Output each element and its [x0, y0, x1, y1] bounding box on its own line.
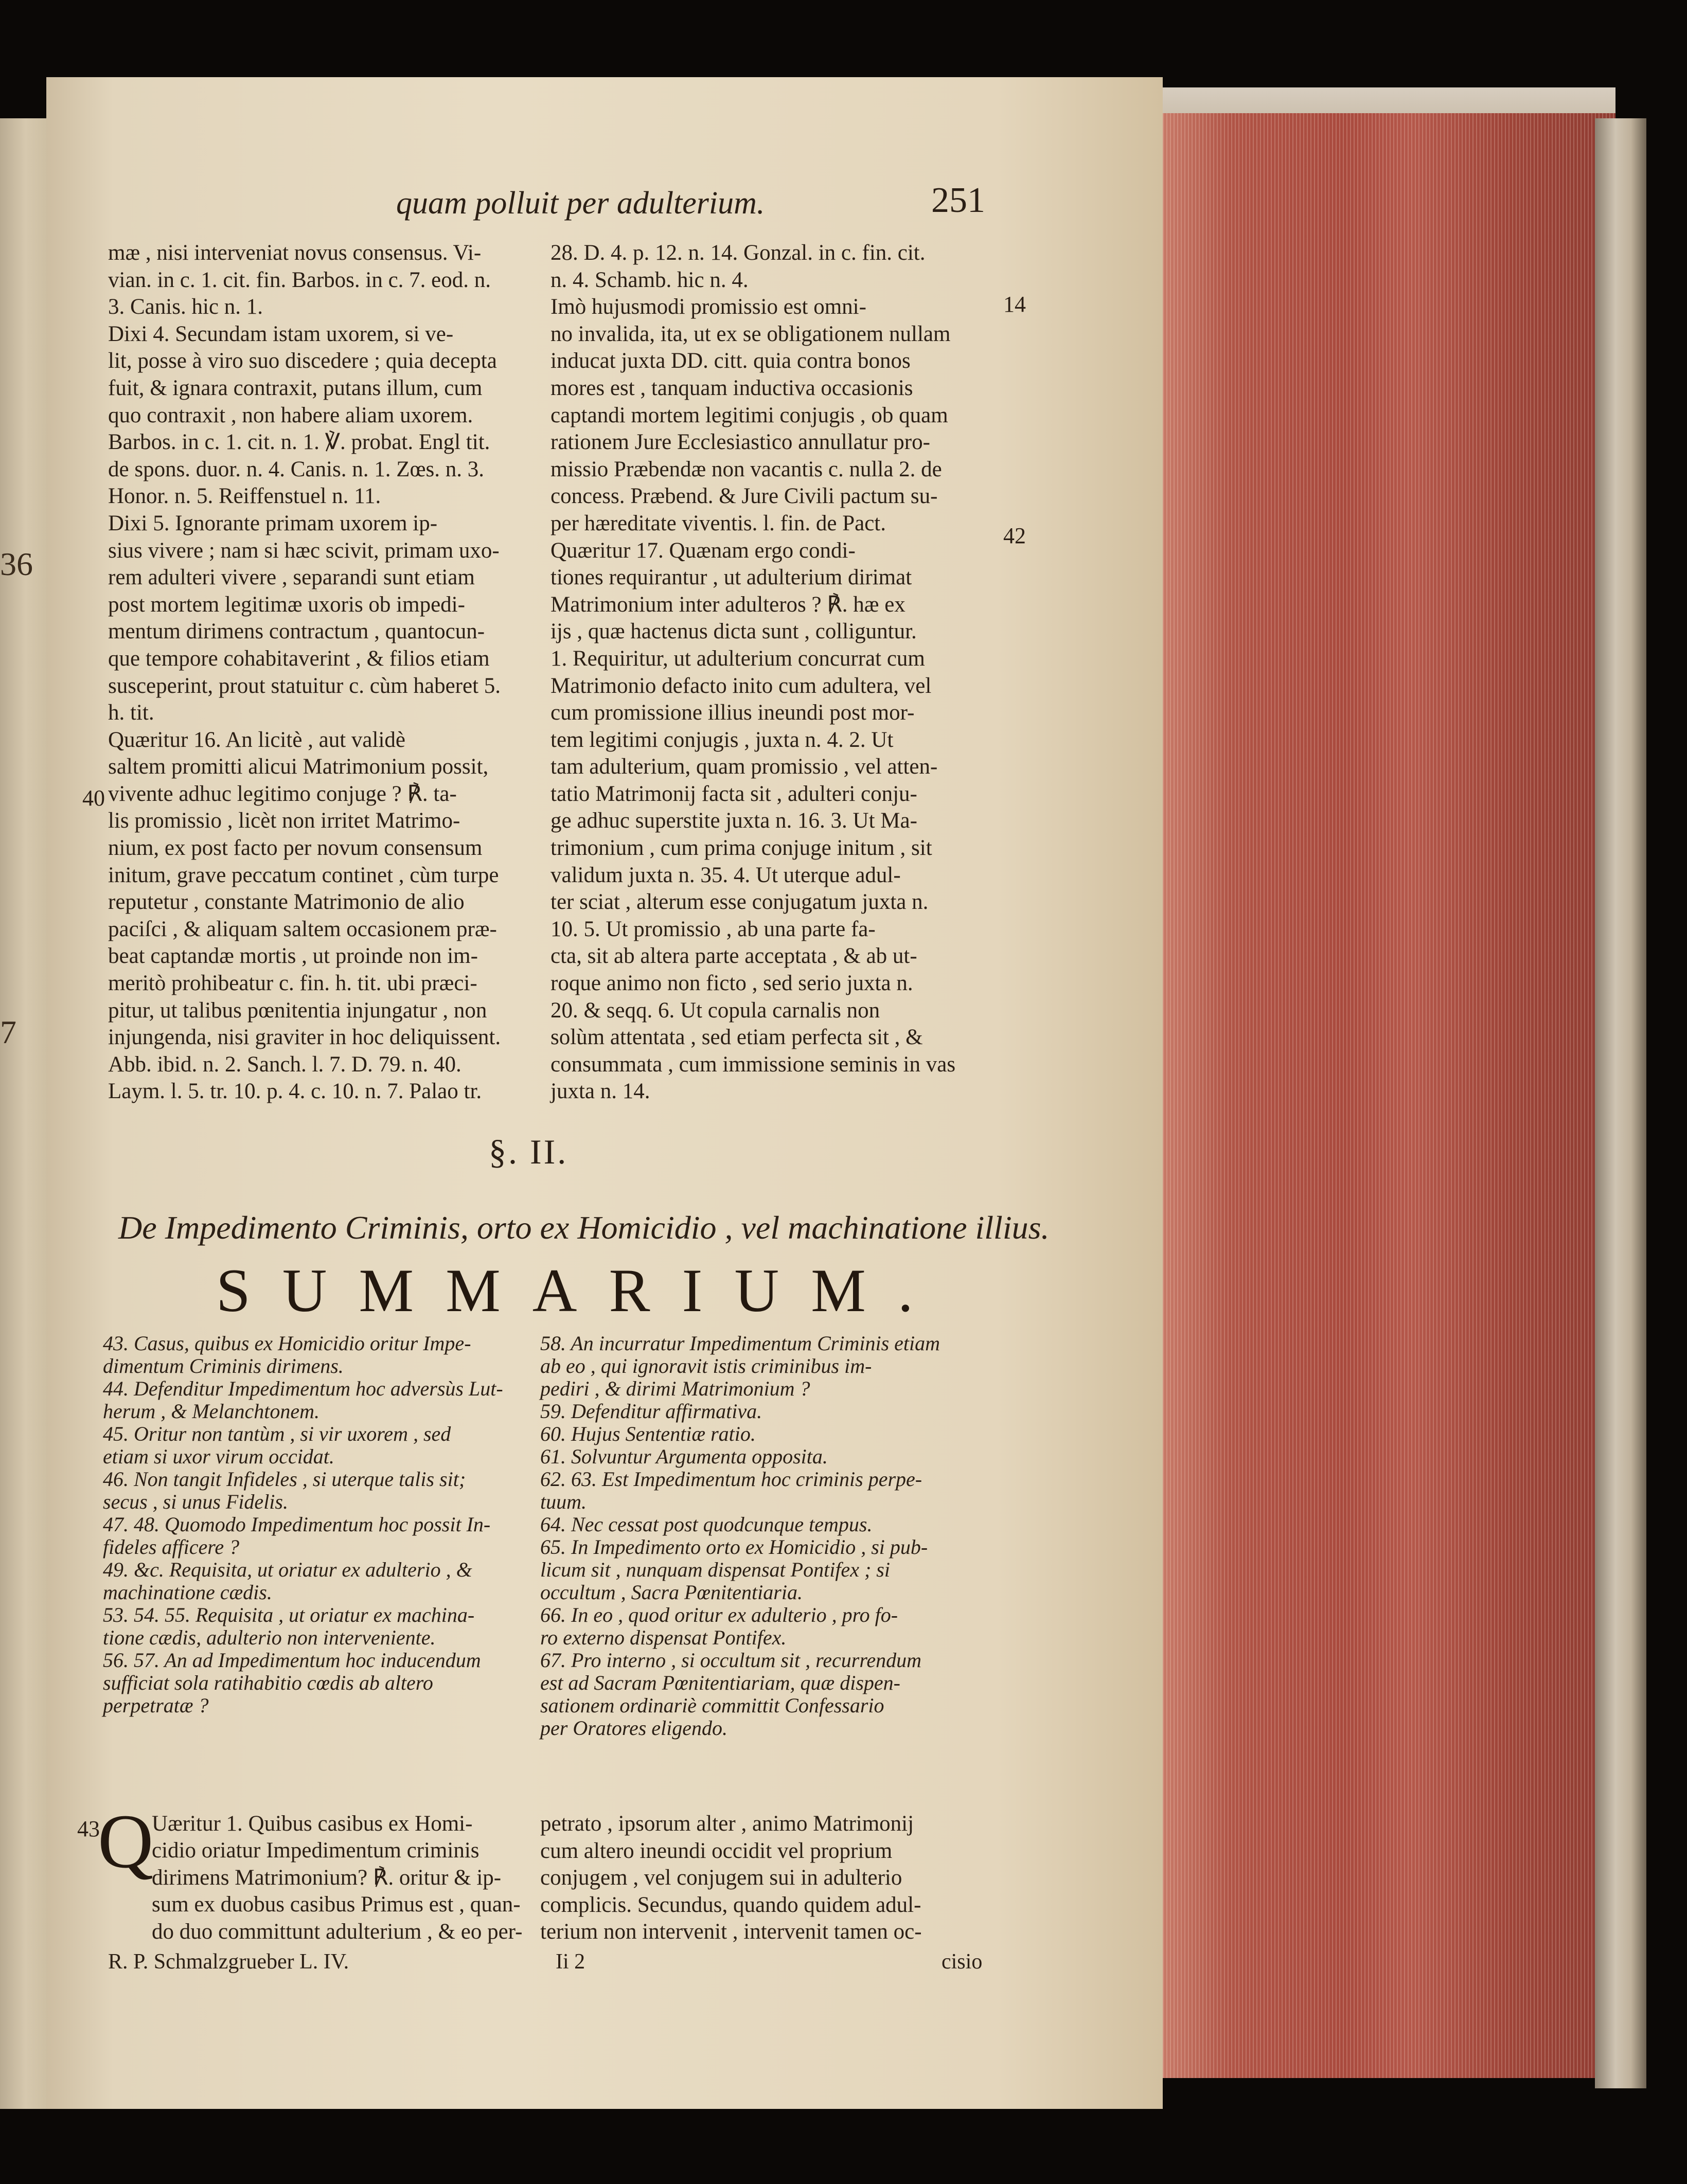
text-line: 28. D. 4. p. 12. n. 14. Gonzal. in c. fin. cit.	[551, 241, 926, 265]
summary-line: 67. Pro interno , si occultum sit , recurrendum	[540, 1649, 922, 1672]
summary-line: 46. Non tangit Infideles , si uterque talis sit;	[103, 1467, 466, 1491]
text-line: Honor. n. 5. Reiffenstuel n. 11.	[108, 484, 381, 509]
footer-author: R. P. Schmalzgrueber L. IV.	[108, 1950, 349, 1974]
summary-line: tuum.	[540, 1490, 587, 1513]
summary-line: 58. An incurratur Impedimentum Criminis etiam	[540, 1332, 940, 1355]
text-line: meritò prohibeatur c. fin. h. tit. ubi præci-	[108, 971, 477, 996]
text-line: h. tit.	[108, 701, 154, 725]
summary-line: 43. Casus, quibus ex Homicidio oritur Impe-	[103, 1332, 471, 1355]
text-line: Uæritur 1. Quibus casibus ex Homi-	[152, 1812, 473, 1836]
text-line: solùm attentata , sed etiam perfecta sit , &	[551, 1025, 923, 1050]
text-line: susceperint, prout statuitur c. cùm haberet 5.	[108, 673, 501, 698]
text-line: de spons. duor. n. 4. Canis. n. 1. Zœs. n. 3.	[108, 457, 484, 481]
text-line: fuit, & ignara contraxit, putans illum, cum	[108, 375, 483, 400]
text-line: dirimens Matrimonium? ℟. oritur & ip-	[152, 1865, 502, 1890]
text-line: terium non intervenit , intervenit tamen oc-	[540, 1920, 922, 1944]
text-line: Quæritur 17. Quænam ergo condi-	[551, 538, 856, 563]
summary-right-column	[540, 1332, 940, 1740]
facing-margin-number: 36	[0, 546, 33, 582]
text-line: petrato , ipsorum alter , animo Matrimonij	[540, 1812, 914, 1836]
summary-line: 44. Defenditur Impedimentum hoc adversùs Lut-	[103, 1377, 503, 1400]
text-line: validum juxta n. 35. 4. Ut uterque adul-	[551, 863, 901, 887]
summary-line: 53. 54. 55. Requisita , ut oriatur ex machina-	[103, 1603, 475, 1626]
summary-line: secus , si unus Fidelis.	[103, 1490, 288, 1513]
summary-line: 61. Solvuntur Argumenta opposita.	[540, 1445, 828, 1468]
margin-number-43: 43	[77, 1816, 100, 1841]
text-line: sius vivere ; nam si hæc scivit, primam uxo-	[108, 538, 500, 563]
left-column-text	[108, 240, 501, 1105]
text-line: saltem promitti alicui Matrimonium possit,	[108, 755, 489, 779]
summary-line: per Oratores eligendo.	[540, 1716, 728, 1740]
summarium-heading: SUMMARIUM.	[216, 1256, 945, 1324]
summary-line: etiam si uxor virum occidat.	[103, 1445, 334, 1468]
text-line: n. 4. Schamb. hic n. 4.	[551, 267, 749, 292]
text-line: Abb. ibid. n. 2. Sanch. l. 7. D. 79. n. 40.	[108, 1052, 461, 1077]
text-line: tiones requirantur , ut adulterium dirimat	[551, 565, 912, 590]
summary-line: sationem ordinariè committit Confessario	[540, 1694, 884, 1717]
summary-line: occultum , Sacra Pœnitentiaria.	[540, 1581, 803, 1604]
summary-line: 65. In Impedimento orto ex Homicidio , si pub-	[540, 1535, 928, 1559]
text-line: Quæritur 16. An licitè , aut validè	[108, 727, 406, 752]
text-line: no invalida, ita, ut ex se obligationem nullam	[551, 321, 951, 346]
text-line: initum, grave peccatum continet , cùm turpe	[108, 863, 499, 887]
text-line: beat captandæ mortis , ut proinde non im-	[108, 944, 478, 969]
text-line: mæ , nisi interveniat novus consensus. Vi-	[108, 241, 482, 265]
summary-line: ro externo dispensat Pontifex.	[540, 1626, 787, 1649]
text-line: complicis. Secundus, quando quidem adul-	[540, 1892, 921, 1917]
text-line: quo contraxit , non habere aliam uxorem.	[108, 403, 473, 427]
text-line: reputetur , constante Matrimonio de alio	[108, 890, 465, 915]
text-line: lis promissio , licèt non irritet Matrimo-	[108, 809, 460, 833]
text-line: Barbos. in c. 1. cit. n. 1. ℣. probat. Engl tit.	[108, 430, 490, 455]
text-line: ter sciat , alterum esse conjugatum juxta n.	[551, 890, 929, 915]
text-line: Matrimonium inter adulteros ? ℟. hæ ex	[551, 592, 905, 617]
text-line: concess. Præbend. & Jure Civili pactum su-	[551, 484, 938, 509]
summary-left-column	[103, 1332, 503, 1717]
summary-line: est ad Sacram Pœnitentiariam, quæ dispen-	[540, 1671, 900, 1694]
text-line: Dixi 5. Ignorante primam uxorem ip-	[108, 511, 438, 535]
summary-line: perpetratæ ?	[103, 1694, 209, 1717]
summary-line: 49. &c. Requisita, ut oriatur ex adulterio , &	[103, 1558, 472, 1581]
text-line: Laym. l. 5. tr. 10. p. 4. c. 10. n. 7. Palao tr.	[108, 1079, 482, 1104]
summary-line: 47. 48. Quomodo Impedimentum hoc possit In-	[103, 1513, 491, 1536]
text-line: 1. Requiritur, ut adulterium concurrat cum	[551, 646, 925, 671]
summary-line: 64. Nec cessat post quodcunque tempus.	[540, 1513, 873, 1536]
text-line: juxta n. 14.	[551, 1079, 650, 1104]
text-line: pitur, ut talibus pœnitentia injungatur , non	[108, 998, 487, 1023]
text-line: missio Præbendæ non vacantis c. nulla 2. de	[551, 457, 942, 481]
summary-line: 66. In eo , quod oritur ex adulterio , pro fo-	[540, 1603, 898, 1626]
text-line: lit, posse à viro suo discedere ; quia decepta	[108, 349, 497, 373]
text-line: roque animo non ficto , sed serio juxta n.	[551, 971, 913, 996]
summary-line: pediri , & dirimi Matrimonium ?	[540, 1377, 810, 1400]
text-line: vian. in c. 1. cit. fin. Barbos. in c. 7. eod. n.	[108, 267, 491, 292]
summary-line: machinatione cædis.	[103, 1581, 272, 1604]
drop-cap: Q	[98, 1799, 154, 1884]
text-line: nium, ex post facto per novum consensum	[108, 836, 483, 861]
text-line: vivente adhuc legitimo conjuge ? ℟. ta-	[108, 781, 457, 806]
facing-margin-number: 7	[0, 1014, 16, 1050]
bottom-left-first-line	[152, 1811, 472, 1838]
summary-line: 59. Defenditur affirmativa.	[540, 1400, 762, 1423]
text-line: 10. 5. Ut promissio , ab una parte fa-	[551, 917, 876, 941]
text-line: tatio Matrimonij facta sit , adulteri conju-	[551, 781, 917, 806]
text-line: Matrimonio defacto inito cum adultera, vel	[551, 673, 932, 698]
red-fore-edge	[1163, 113, 1615, 2078]
text-line: rationem Jure Ecclesiastico annullatur pro-	[551, 430, 930, 455]
text-line: ge adhuc superstite juxta n. 16. 3. Ut Ma-	[551, 809, 917, 833]
summary-line: licum sit , nunquam dispensat Pontifex ; si	[540, 1558, 890, 1581]
text-line: do duo committunt adulterium , & eo per-	[152, 1919, 523, 1944]
catchword: cisio	[942, 1950, 983, 1974]
summary-line: 62. 63. Est Impedimentum hoc criminis perpe-	[540, 1467, 922, 1491]
text-line: mentum dirimens contractum , quantocun-	[108, 619, 485, 644]
summary-line: sufficiat sola ratihabitio cœdis ab altero	[103, 1671, 433, 1694]
text-line: 20. & seqq. 6. Ut copula carnalis non	[551, 998, 880, 1023]
summary-line: fideles afficere ?	[103, 1535, 240, 1559]
text-line: 3. Canis. hic n. 1.	[108, 295, 263, 319]
margin-number-14: 14	[1003, 292, 1026, 317]
text-line: conjugem , vel conjugem sui in adulterio	[540, 1866, 902, 1890]
book-cover-edge	[1595, 118, 1646, 2088]
text-line: per hæreditate viventis. l. fin. de Pact.	[551, 511, 886, 535]
summary-line: 45. Oritur non tantùm , si vir uxorem , sed	[103, 1422, 451, 1445]
summary-line: tione cædis, adulterio non interveniente.	[103, 1626, 436, 1649]
text-line: inducat juxta DD. citt. quia contra bonos	[551, 349, 911, 373]
text-line: post mortem legitimæ uxoris ob impedi-	[108, 592, 465, 617]
text-line: consummata , cum immissione seminis in vas	[551, 1052, 956, 1077]
summary-line: ab eo , qui ignoravit istis criminibus im-	[540, 1354, 872, 1377]
text-line: captandi mortem legitimi conjugis , ob quam	[551, 403, 948, 427]
text-line: ijs , quæ hactenus dicta sunt , colliguntur.	[551, 619, 917, 644]
summary-line: herum , & Melanchtonem.	[103, 1400, 320, 1423]
text-line: cta, sit ab altera parte acceptata , & ab ut-	[551, 944, 917, 969]
text-line: paciſci , & aliquam saltem occasionem præ-	[108, 917, 497, 941]
section-heading: §. II.	[489, 1132, 569, 1171]
text-line: sum ex duobus casibus Primus est , quan-	[152, 1892, 521, 1917]
running-head: quam polluit per adulterium.	[396, 186, 765, 221]
text-line: cidio oriatur Impedimentum criminis	[152, 1838, 480, 1863]
text-line: rem adulteri vivere , separandi sunt etiam	[108, 565, 475, 590]
text-line: tam adulterium, quam promissio , vel atten-	[551, 755, 938, 779]
text-line: tem legitimi conjugis , juxta n. 4. 2. Ut	[551, 727, 894, 752]
right-column-text	[551, 240, 955, 1105]
text-line: injungenda, nisi graviter in hoc deliquissent.	[108, 1025, 501, 1050]
bottom-left-text	[152, 1837, 522, 1945]
page-number: 251	[931, 181, 985, 220]
text-line: cum promissione illius ineundi post mor-	[551, 701, 915, 725]
facing-page-edge	[0, 118, 48, 2109]
book-page	[46, 77, 1163, 2109]
summary-line: dimentum Criminis dirimens.	[103, 1354, 344, 1377]
text-line: mores est , tanquam inductiva occasionis	[551, 375, 913, 400]
text-line: que tempore cohabitaverint , & filios etiam	[108, 646, 490, 671]
text-line: trimonium , cum prima conjuge initum , sit	[551, 836, 932, 861]
text-line: Imò hujusmodi promissio est omni-	[551, 295, 866, 319]
section-title: De Impedimento Criminis, orto ex Homicidio , vel machinatione illius.	[118, 1209, 1050, 1246]
summary-line: 60. Hujus Sententiæ ratio.	[540, 1422, 756, 1445]
text-line: Dixi 4. Secundam istam uxorem, si ve-	[108, 321, 454, 346]
margin-number-40: 40	[82, 785, 105, 811]
text-line: cum altero ineundi occidit vel proprium	[540, 1838, 893, 1863]
signature-mark: Ii 2	[556, 1950, 585, 1974]
margin-number-42: 42	[1003, 523, 1026, 548]
bottom-right-text	[540, 1811, 922, 1946]
summary-line: 56. 57. An ad Impedimentum hoc inducendum	[103, 1649, 481, 1672]
